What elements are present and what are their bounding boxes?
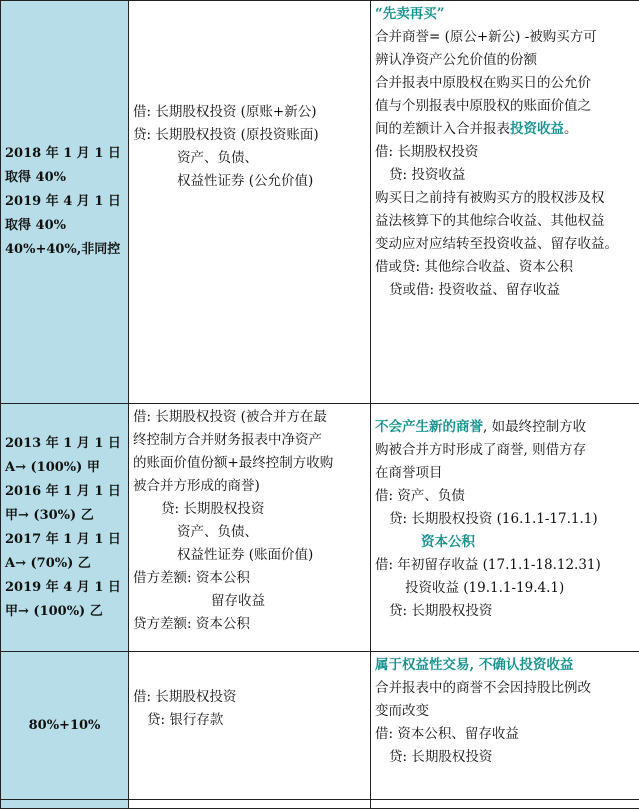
note-line: 购被合并方时形成了商誉, 则借方存 [375,439,635,462]
note-line: 在商誉项目 [375,462,635,485]
journal-entry-cell [129,652,371,800]
entry-line: 贷: 长期股权投资 [133,498,366,521]
case-cell [1,800,129,809]
case-line: 40%+40%,非同控 [5,238,124,262]
note-line: 借或贷: 其他综合收益、资本公积 [375,256,635,279]
note-cell [371,652,639,800]
note-line [375,118,635,141]
entry-line: 借: 长期股权投资 (被合并方在最 [133,406,366,429]
entry-line: 贷: 长期股权投资 (原投资账面) [133,124,366,147]
case-cell [1,1,129,404]
entry-line: 权益性证券 (公允价值) [133,170,366,193]
note-line: 借: 年初留存收益 (17.1.1-18.12.31) [375,554,635,577]
note-title: 属于权益性交易, 不确认投资收益 [375,654,635,677]
note-highlight: 不会产生新的商誉 [375,419,483,435]
note-highlight: 投资收益 [510,121,564,137]
note-line [375,416,635,439]
note-line: 合并报表中原股权在购买日的公允价 [375,72,635,95]
note-line: 变而改变 [375,700,635,723]
note-cell [371,1,639,404]
entry-line: 资产、负债、 [133,521,366,544]
case-line: 2016 年 1 月 1 日 [5,480,124,504]
journal-entry-cell [129,1,371,404]
note-line: 贷或借: 投资收益、留存收益 [375,279,635,302]
entry-line: 借方差额: 资本公积 [133,567,366,590]
note-line: 借: 资产、负债 [375,485,635,508]
case-line: 2019 年 4 月 1 日 [5,190,124,214]
note-line: 辨认净资产公允价值的份额 [375,49,635,72]
entry-line: 资产、负债、 [133,147,366,170]
note-line: 借: 长期股权投资 [375,141,635,164]
note-line: 贷: 长期股权投资 (16.1.1-17.1.1) [375,508,635,531]
entry-line: 终控制方合并财务报表中净资产 [133,429,366,452]
case-line: 2013 年 1 月 1 日 [5,432,124,456]
entry-line: 借: 长期股权投资 (原账+新公) [133,101,366,124]
case-cell [1,652,129,800]
note-title: “先卖再买” [375,3,635,26]
case-line: 2018 年 1 月 1 日 [5,142,124,166]
case-line: A→ (100%) 甲 [5,456,124,480]
case-line: 取得 40% [5,166,124,190]
table-row [1,800,639,809]
note-text: , 如最终控制方收 [483,419,586,435]
entry-line: 权益性证券 (账面价值) [133,544,366,567]
entry-line: 留存收益 [133,590,366,613]
note-line: 合并报表中的商誉不会因持股比例改 [375,677,635,700]
note-line: 借: 资本公积、留存收益 [375,723,635,746]
journal-entry-cell [129,800,371,809]
note-line: 贷: 长期股权投资 [375,600,635,623]
note-text: 。 [564,121,578,137]
note-cell [371,800,639,809]
note-line: 贷: 投资收益 [375,164,635,187]
entry-line: 借: 长期股权投资 [133,686,366,709]
entry-line: 贷: 银行存款 [133,709,366,732]
case-cell [1,404,129,652]
note-highlight: 资本公积 [375,531,635,554]
note-line: 值与个别报表中原股权的账面价值之 [375,95,635,118]
note-line: 合并商誉= (原公+新公) -被购买方可 [375,26,635,49]
note-line: 贷: 长期股权投资 [375,746,635,769]
entry-line: 的账面价值份额+最终控制方收购 [133,452,366,475]
note-cell [371,404,639,652]
note-line: 变动应对应结转至投资收益、留存收益。 [375,233,635,256]
table-row [1,652,639,800]
note-line: 益法核算下的其他综合收益、其他权益 [375,210,635,233]
entry-line: 贷方差额: 资本公积 [133,613,366,636]
case-line: 取得 40% [5,214,124,238]
case-line: A→ (70%) 乙 [5,552,124,576]
journal-entry-cell [129,404,371,652]
table-row [1,404,639,652]
case-line: 2019 年 4 月 1 日 [5,576,124,600]
table-row [1,1,639,404]
note-line: 投资收益 (19.1.1-19.4.1) [375,577,635,600]
case-line: 甲→ (100%) 乙 [5,600,124,624]
entry-line: 被合并方形成的商誉) [133,475,366,498]
note-line: 购买日之前持有被购买方的股权涉及权 [375,187,635,210]
case-line: 甲→ (30%) 乙 [5,504,124,528]
note-text: 间的差额计入合并报表 [375,121,510,137]
case-line: 80%+10% [5,714,124,738]
case-line: 2017 年 1 月 1 日 [5,528,124,552]
